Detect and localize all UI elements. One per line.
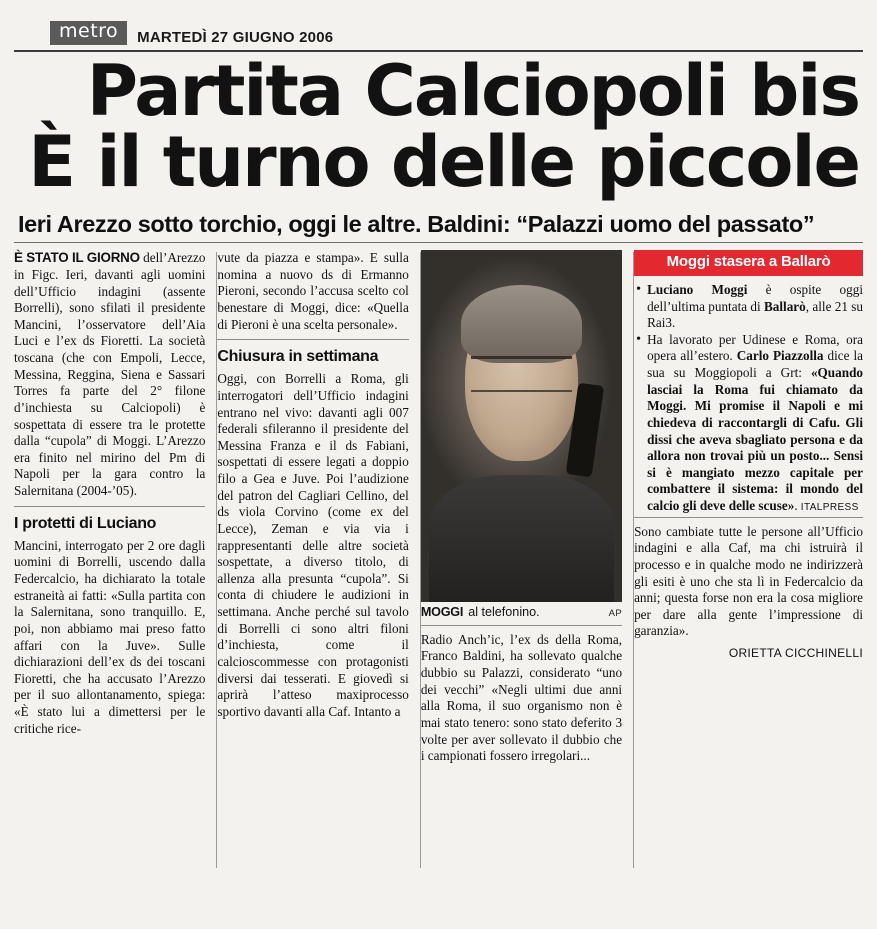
sidebar-bullet-run: Ballarò: [764, 298, 806, 314]
photo-caption-text: al telefonino.: [468, 605, 540, 619]
sidebar-bullet-run: «Quando lasciai la Roma fui chiamato da Moggi. Mi promise il Napoli e mi chiedeva di raccontargli di Cafu. Gli dissi che aveva sbagliato persona e da allora non trovai più un posto... Sensi si è mangiato mezzo capitale per combattere il sistema: il mondo del calcio gli deve delle scuse»: [647, 365, 863, 514]
masthead: [14, 10, 863, 48]
sidebar-agency: ITALPRESS: [797, 502, 859, 514]
photo-figure-glasses: [471, 356, 572, 393]
article-column-3: [421, 250, 633, 870]
section-1-rule: [14, 506, 205, 507]
column-2-top-text: vute da piazza e stampa». E sulla nomina a nuovo ds di Ermanno Pieroni, secondo l’accusa scelto col benestare di Moggi, dice: «Quella di Pieroni è una scelta personale».: [217, 250, 409, 332]
sidebar-bullet-run: Carlo Piazzolla: [736, 348, 828, 364]
photo-caption: [421, 605, 622, 621]
section-2-rule: [217, 339, 408, 340]
sidebar-bullet-run: .: [794, 498, 798, 514]
section-1-text: Mancini, interrogato per 2 ore dagli uomini di Borrelli, uscendo dalla Federcalcio, ha dichiarato la totale estraneità ai fatti: «Sulla partita con la Salernitana, sono tranquillo. E, poi, non abbiamo mai preso fatto affari con la Juve». Sulle dichiarazioni dell’ex ds dei toscani Fioretti, che ha accusato l’Arezzo per il suo allontanamento, spiega: «È stato lui a dimettersi per le critiche rice-: [14, 537, 206, 736]
subheadline: Ieri Arezzo sotto torchio, oggi le altre. Baldini: “Palazzi uomo del passato”: [18, 211, 815, 237]
sidebar-bullet: [647, 332, 863, 515]
sidebar-bullet-run: Ha lavorato per Udinese e Roma, ora opera all’estero.: [647, 331, 863, 364]
sidebar-bullet-run: è ospite oggi dell’ultima puntata di: [647, 281, 863, 314]
section-2-title: Chiusura in settimana: [217, 348, 379, 366]
article-body: [14, 250, 863, 870]
lead-bold: È STATO IL GIORNO: [14, 250, 140, 265]
metro-logo: metro: [50, 21, 127, 45]
headline-line-1: Partita Calciopoli bis: [86, 50, 859, 132]
subheadline-divider: [14, 242, 863, 243]
photo-figure-body: [429, 475, 614, 602]
article-column-1: [14, 250, 216, 870]
sidebar-bullet-run: dice la sua su Moggiopoli a Grt:: [647, 348, 864, 381]
column-4-tail-text: Sono cambiate tutte le persone all’Ufficio indagini e alla Caf, ma chi istruirà il processo e in qualche modo ne indirizzerà gli esiti è uno che sta lì in Federcalcio da anni; questa forse non era la cosa migliore per dare alla gente l’impressione di garanzia».: [634, 523, 863, 639]
sidebar-bullet-run: , alle 21 su Rai3.: [647, 298, 863, 331]
headline: [14, 50, 863, 203]
section-1-title: I protetti di Luciano: [14, 514, 157, 532]
photo-figure-hair: [461, 285, 582, 362]
section-2-text: Oggi, con Borrelli a Roma, gli interrogatori dell’Ufficio indagini entrano nel vivo: davanti agli 007 federali sfileranno il presidente del Messina Franza e il ds Fabiani, sospettati di essere legati a doppio filo a Gea e Juve. Poi l’audizione del patron del Cagliari Cellino, del ds viola Corvino (come ex del Lecce), Zeman e via via i rappresentanti delle altre società sospettate, a diverso titolo, di allenza alla presunta “cupola”. Si conta di chiudere le audizioni in settimana. Anche perché sul tavolo di Borrelli ci sono altri filoni d’inchiesta, come il calcioscommesse con protagonisti diversi dai tesserati. E giovedì si aprirà l’atteso maxiprocesso sportivo davanti alla Caf. Intanto a: [217, 371, 409, 719]
lead-rest: dell’Arezzo in Figc. Ieri, davanti agli uomini dell’Ufficio indagini (assente Borrelli), sono sfilati il presidente Mancini, l’osservatore dell’Aia Luci e l’ex ds Fioretti. La società toscana (che con Empoli, Lecce, Messina, Reggina, Siena e Sassari Torres fa parte del 2° filone d’inchiesta su Calciopoli) è sospettata di essere tra le protette dalla “cupola” di Moggi. L’Arezzo era finito nel mirino del Pm di Napoli per la gara contro la Salernitana (2004-’05).: [14, 250, 206, 499]
photo-block: [421, 250, 622, 626]
photo-caption-name: MOGGI: [420, 605, 464, 619]
moggi-photo: [421, 250, 622, 602]
sidebar-bullet-run: Luciano Moggi: [647, 281, 766, 297]
sidebar-bullet: [647, 282, 863, 332]
sidebar-bullet-list: [634, 282, 863, 515]
column-3-tail-text: Radio Anch’ic, l’ex ds della Roma, Franco Baldini, ha sollevato qualche dubbio su Palazzi, considerato “uno dei vecchi” «Negli ultimi due anni alla Roma, il suo organismo non è mai stato tenero: sono stato deferito 3 volte per aver sollevato il dubbio che i campionati fossero irregolari...: [420, 631, 623, 764]
article-column-2: [217, 250, 419, 870]
headline-line-2: È il turno delle piccole: [28, 120, 859, 203]
publication-date: MARTEDÌ 27 GIUGNO 2006: [137, 29, 334, 46]
photo-credit: AP: [608, 608, 623, 619]
sidebar-divider: [634, 517, 863, 518]
article-byline: ORIETTA CICCHINELLI: [728, 646, 863, 661]
lead-paragraph: [14, 250, 205, 500]
caption-divider: [421, 625, 622, 626]
article-column-4: [634, 250, 863, 870]
sidebar-title: Moggi stasera a Ballarò: [634, 250, 863, 276]
